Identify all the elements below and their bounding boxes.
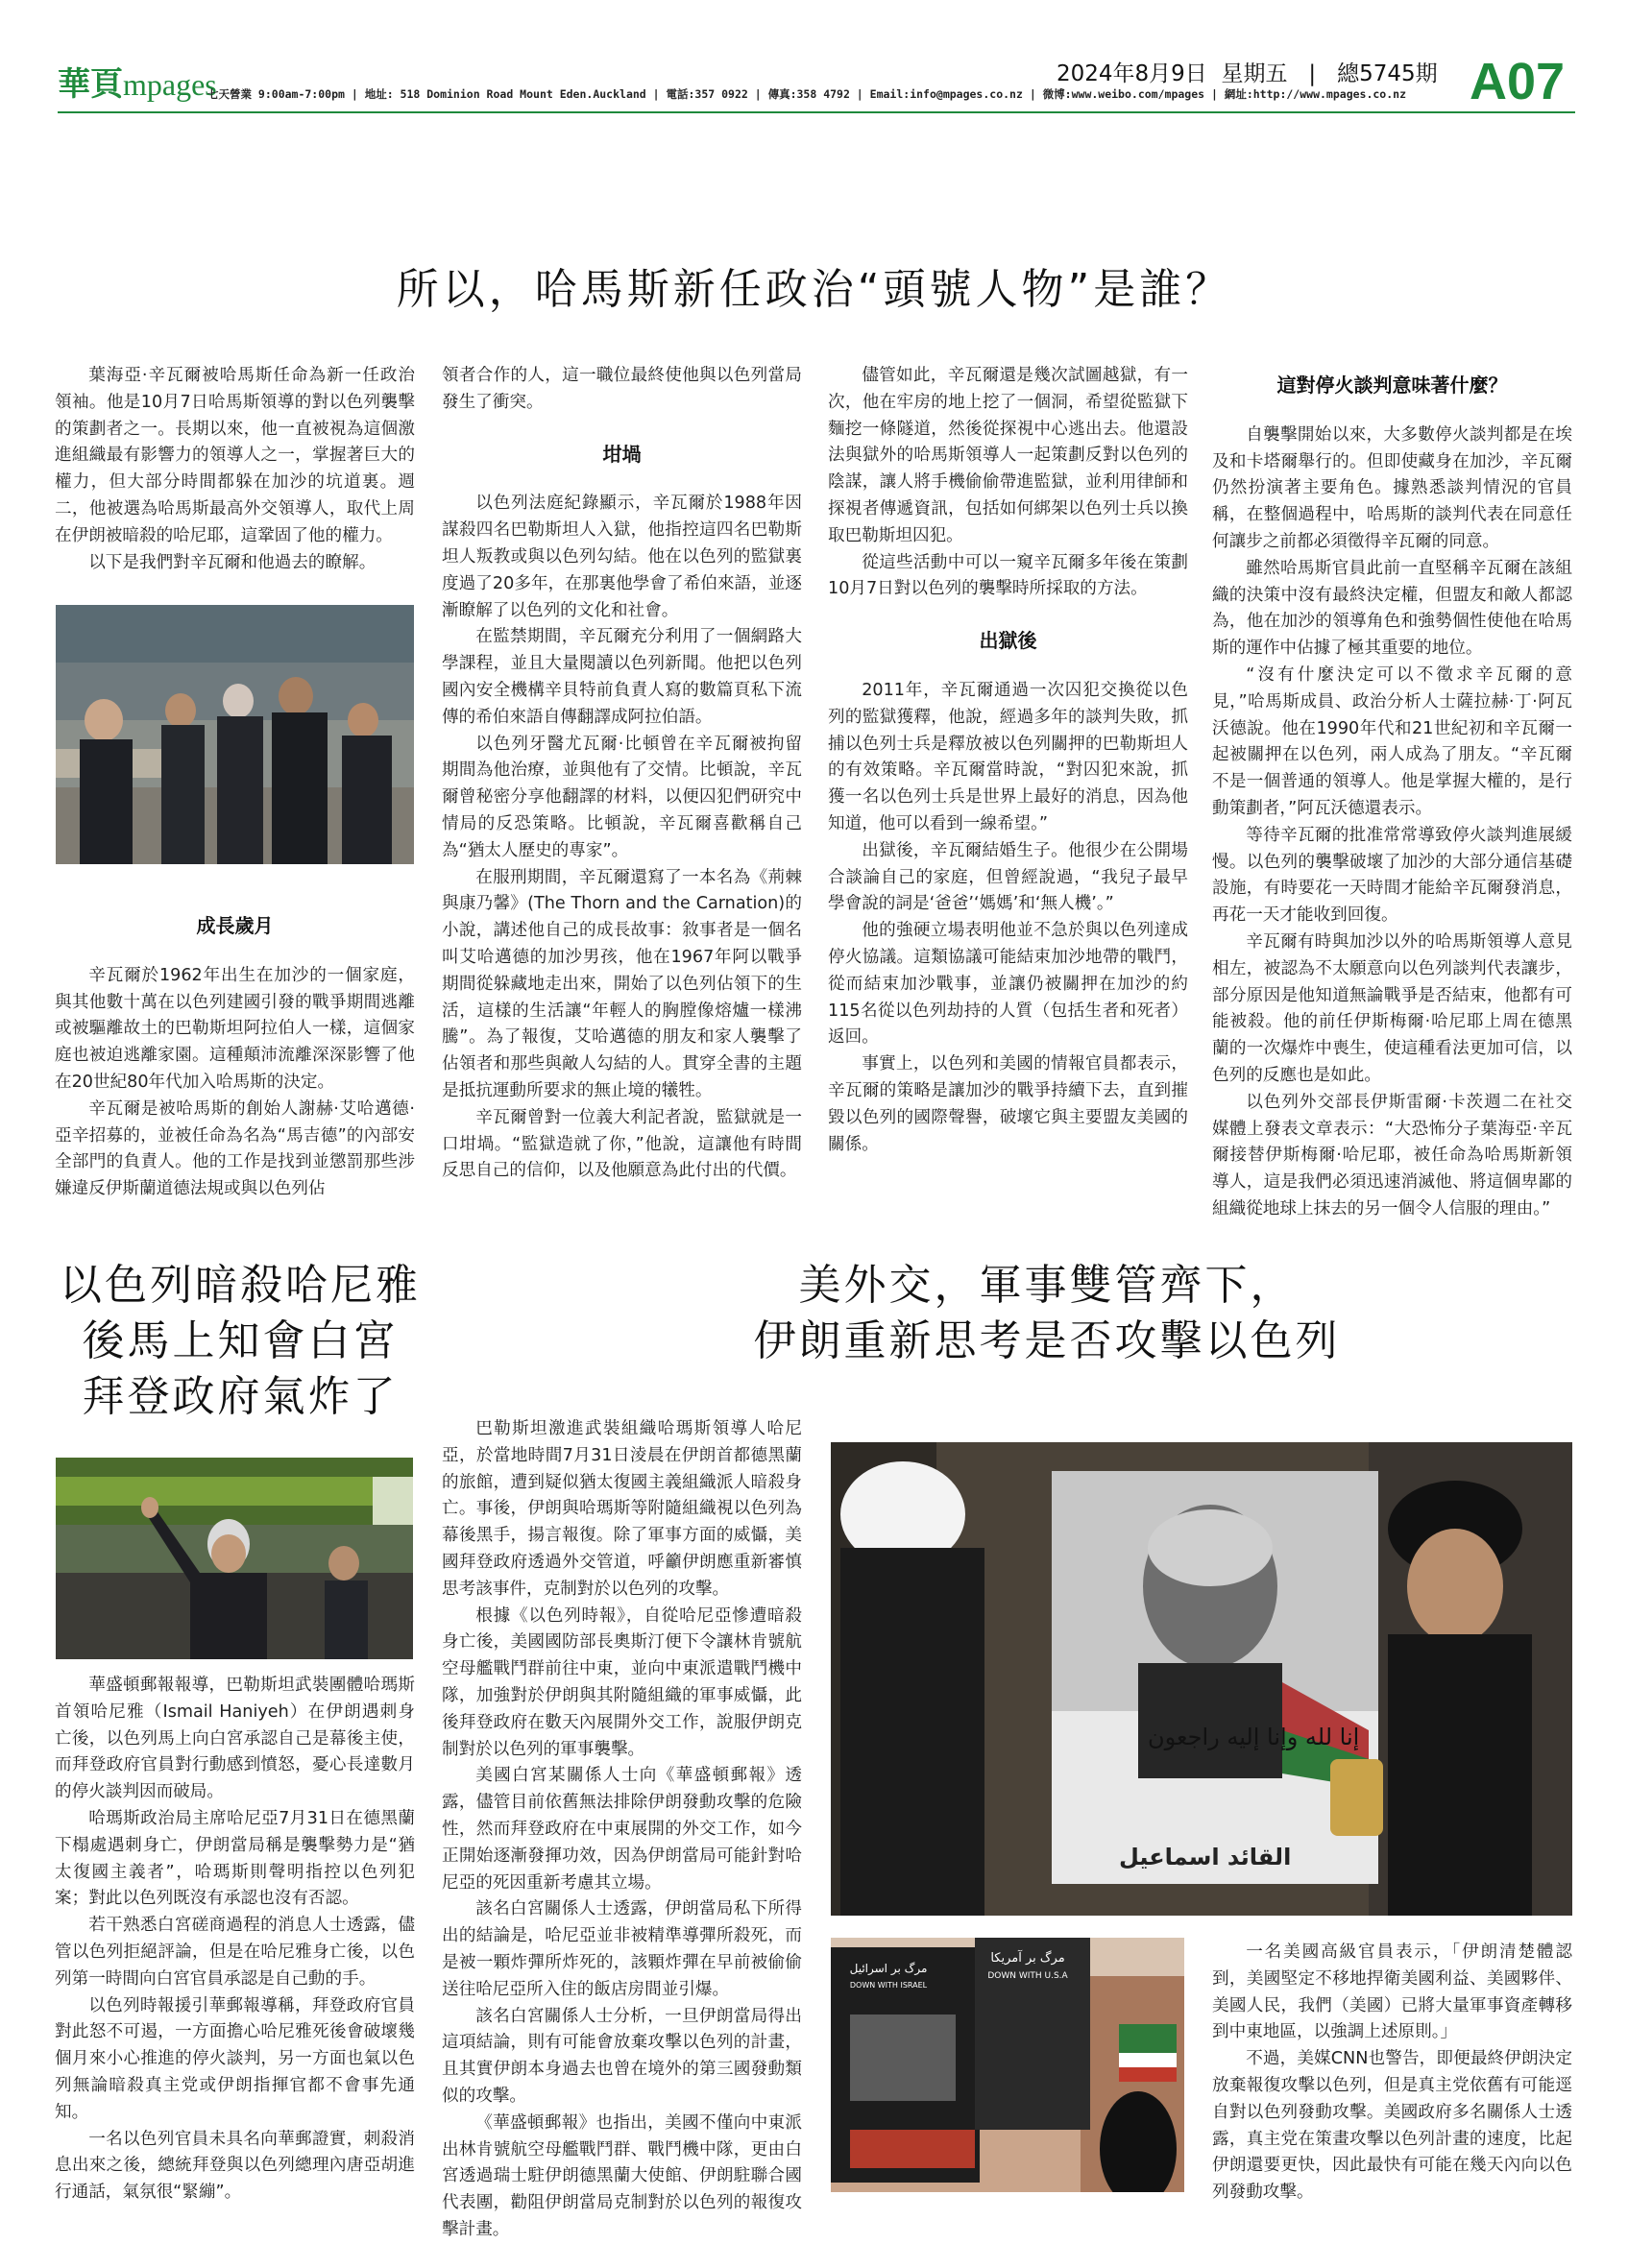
article2-body: 華盛頓郵報報導，巴勒斯坦武裝團體哈瑪斯首領哈尼雅（Ismail Haniyeh）在伊朗遇刺身亡後，以色列馬上向白宮承認自己是幕後主使，而拜登政府官員對行動感到憤怒，憂心長達數月的停火談判因而破局。 哈瑪斯政治局主席哈尼亞7月31日在德黑蘭下榻處遇刺身亡，伊朗當局稱是襲擊勢力是“猶太復國主義者”，哈瑪斯則聲明指控以色列犯案；對此以色列既沒有承認也沒有否認。 若干熟悉白宮磋商過程的消息人士透露，儘管以色列拒絕評論，但是在哈尼雅身亡後，以色列第一時間向白宮官員承認是自己動的手。 以色列時報援引華郵報導稱，拜登政府官員對此怒不可遏，一方面擔心哈尼雅死後會破壞幾個月來小心推進的停火談判，另一方面也氣以色列無論暗殺真主党或伊朗指揮官都不會事先通知。 一名以色列官員未具名向華郵證實，刺殺消息出來之後，總統拜登與以色列總理內唐亞胡進行通話，氣氛很“緊繃”。	[55, 1676, 415, 2203]
article3-col-right: 一名美國高級官員表示，「伊朗清楚體認到，美國堅定不移地捍衛美國利益、美國夥伴、美國人民，我們（美國）已將大量軍事資產轉移到中東地區，以強調上述原則。」 不過，美媒CNN也警告，即便最終伊朗決定放棄報復攻擊以色列，但是真主党依舊有可能逕自對以色列發動攻擊。美國政府多名關係人士透露，真主党在策畫攻擊以色列計畫的速度，比起伊朗還要更快，因此最快有可能在幾天內向以色列發動攻擊。	[1212, 1942, 1572, 2203]
sign-text-israel: مرگ بر اسرائیل	[849, 1962, 928, 1975]
header-rule	[58, 111, 1575, 113]
subhead-growth: 成長歲月	[196, 914, 274, 937]
article1-col1-top: 葉海亞·辛瓦爾被哈馬斯任命為新一任政治領袖。他是10月7日哈馬斯領導的對以色列襲擊的策劃者之一。長期以來，他一直被視為這個激進組織最有影響力的領導人之一，掌握著巨大的權力，但大部分時間都躲在加沙的坑道裏。週二，他被選為哈馬斯最高外交領導人，取代上周在伊朗被暗殺的哈尼耶，這鞏固了他的權力。 以下是我們對辛瓦爾和他過去的瞭解。	[55, 366, 415, 572]
subhead-prison: 坩堝	[602, 442, 642, 466]
article3-title: 美外交，軍事雙管齊下， 伊朗重新思考是否攻擊以色列	[753, 1261, 1341, 1365]
poster-caption: القائد اسماعيل	[1119, 1844, 1292, 1870]
article1-title: 所以，哈馬斯新任政治“頭號人物”是誰？	[396, 265, 1232, 314]
subhead-release: 出獄後	[979, 629, 1037, 653]
mourning-poster-photo	[831, 1442, 1572, 1916]
sign-text-usa: مرگ بر آمریکا	[990, 1951, 1065, 1966]
masthead-logo: 華頁mpages	[58, 65, 217, 104]
article1-col3: 儘管如此，辛瓦爾還是幾次試圖越獄，有一次，他在牢房的地上挖了一個洞，希望從監獄下麵挖一條隧道，然後從探視中心逃出去。他還設法與獄外的哈馬斯領導人一起策劃反對以色列的陰謀，讓人將手機偷偷帶進監獄，並利用律師和探視者傳遞資訊，包括如何綁架以色列士兵以換取巴勒斯坦囚犯。 從這些活動中可以一窺辛瓦爾多年後在策劃10月7日對以色列的襲擊時所採取的方法。 出獄後 2011年，辛瓦爾通過一次囚犯交換從以色列的監獄獲釋，他說，經過多年的談判失敗，抓捕以色列士兵是釋放被以色列關押的巴勒斯坦人的有效策略。辛瓦爾當時說，“對囚犯來說，抓獲一名以色列士兵是世界上最好的消息，因為他知道，他可以看到一線希望。” 出獄後，辛瓦爾結婚生子。他很少在公開場合談論自己的家庭，但曾經說過，“我兒子最早學會說的詞是‘爸爸’‘媽媽’和‘無人機’。” 他的強硬立場表明他並不急於與以色列達成停火協議。這類協議可能結束加沙地帶的戰鬥，從而結束加沙戰事，並讓仍被關押在加沙的約115名從以色列劫持的人質（包括生者和死者）返回。 事實上，以色列和美國的情報官員都表示，辛瓦爾的策略是讓加沙的戰爭持續下去，直到摧毀以色列的國際聲譽，破壞它與主要盟友美國的關係。	[828, 366, 1188, 1154]
article3-col1: 巴勒斯坦激進武裝組織哈瑪斯領導人哈尼亞，於當地時間7月31日淩晨在伊朗首都德黑蘭的旅館，遭到疑似猶太復國主義組織派人暗殺身亡。事後，伊朗與哈瑪斯等附隨組織視以色列為幕後黑手，揚言報復。除了軍事方面的威懾，美國拜登政府透過外交管道，呼籲伊朗應重新審慎思考該事件，克制對於以色列的攻擊。 根據《以色列時報》，自從哈尼亞慘遭暗殺身亡後，美國國防部長奧斯汀便下令讓林肯號航空母艦戰鬥群前往中東，並向中東派遣戰鬥機中隊，加強對於伊朗與其附隨組織的軍事威懾，此後拜登政府在數天內展開外交工作，說服伊朗克制對於以色列的軍事襲擊。 美國白宮某關係人士向《華盛頓郵報》透露，儘管目前依舊無法排除伊朗發動攻擊的危險性，然而拜登政府在中東展開的外交工作，如今正開始逐漸發揮功效，因為伊朗當局可能針對哈尼亞的死因重新考慮其立場。 該名白宮關係人士透露，伊朗當局私下所得出的結論是，哈尼亞並非被精準導彈所殺死，而是被一顆炸彈所炸死的，該顆炸彈在早前被偷偷送往哈尼亞所入住的飯店房間並引爆。 該名白宮關係人士分析，一旦伊朗當局得出這項結論，則有可能會放棄攻擊以色列的計畫，且其實伊朗本身過去也曾在境外的第三國發動類似的攻擊。 《華盛頓郵報》也指出，美國不僅向中東派出林肯號航空母艦戰鬥群、戰鬥機中隊，更由白宮透過瑞士駐伊朗德黑蘭大使館、伊朗駐聯合國代表團，勸阻伊朗當局克制對於以色列的報復攻擊計畫。	[442, 1419, 802, 2239]
contact-line: 七天營業 9:00am-7:00pm | 地址: 518 Dominion Road Mount Eden.Auckland | 電話:357 0922 | 傳真:358 4792 | Email:info@mpages.co.nz | 微博:www.weibo.com/mpages | 網址:http://www.mpages.co.nz	[207, 87, 1407, 101]
page-header	[58, 53, 1575, 110]
sign-text-israel-en: DOWN WITH ISRAEL	[849, 1981, 928, 1990]
protest-sign-photo	[831, 1938, 1184, 2192]
article1-col1-bottom: 成長歲月 辛瓦爾於1962年出生在加沙的一個家庭，與其他數十萬在以色列建國引發的戰爭期間逃離或被驅離故土的巴勒斯坦阿拉伯人一樣，這個家庭也被迫逃離家園。這種顛沛流離深深影響了他在20世紀80年代加入哈馬斯的決定。 辛瓦爾是被哈馬斯的創始人謝赫·艾哈邁德·亞辛招募的，並被任命為名為“馬吉德”的內部安全部門的負責人。他的工作是找到並懲罰那些涉嫌違反伊斯蘭道德法規或與以色列佔	[55, 914, 415, 1199]
sign-text-usa-en: DOWN WITH U.S.A	[987, 1971, 1068, 1981]
article2-title: 以色列暗殺哈尼雅 後馬上知會白宮 拜登政府氣炸了	[60, 1261, 421, 1421]
haniyeh-photo	[56, 1458, 413, 1659]
poster-script: إنا لله وإنا إليه راجعون	[1148, 1724, 1360, 1750]
page-number: A07	[1470, 53, 1566, 110]
dateline: 2024年8月9日 星期五 | 總5745期	[1057, 61, 1438, 86]
subhead-ceasefire: 這對停火談判意味著什麼？	[1276, 374, 1508, 397]
article1-col2: 領者合作的人，這一職位最終使他與以色列當局發生了衝突。 坩堝 以色列法庭紀錄顯示，辛瓦爾於1988年因謀殺四名巴勒斯坦人入獄，他指控這四名巴勒斯坦人叛教或與以色列勾結。他在以色列的監獄裏度過了20多年，在那裏他學會了希伯來語，並逐漸瞭解了以色列的文化和社會。 在監禁期間，辛瓦爾充分利用了一個網路大學課程，並且大量閱讀以色列新聞。他把以色列國內安全機構辛貝特前負責人寫的數篇頁私下流傳的希伯來語自傳翻譯成阿拉伯語。 以色列牙醫尤瓦爾·比頓曾在辛瓦爾被拘留期間為他治療，並與他有了交情。比頓說，辛瓦爾曾秘密分享他翻譯的材料，以便囚犯們研究中情局的反恐策略。比頓說，辛瓦爾喜歡稱自己為“猶太人歷史的專家”。 在服刑期間，辛瓦爾還寫了一本名為《荊棘與康乃馨》(The Thorn and the Carnation)的小說，講述他自己的成長故事：敘事者是一個名叫艾哈邁德的加沙男孩，他在1967年阿以戰爭期間從躲藏地走出來，開始了以色列佔領下的生活，這樣的生活讓“年輕人的胸膛像熔爐一樣沸騰”。為了報復，艾哈邁德的朋友和家人襲擊了佔領者和那些與敵人勾結的人。貫穿全書的主題是抵抗運動所要求的無止境的犧牲。 辛瓦爾曾對一位義大利記者說，監獄就是一口坩堝。“監獄造就了你，”他說，這讓他有時間反思自己的信仰，以及他願意為此付出的代價。	[442, 366, 802, 1181]
sinwar-photo	[56, 605, 414, 864]
article1-col4: 這對停火談判意味著什麼？ 自襲擊開始以來，大多數停火談判都是在埃及和卡塔爾舉行的。但即使藏身在加沙，辛瓦爾仍然扮演著主要角色。據熟悉談判情況的官員稱，在整個過程中，哈馬斯的談判代表在同意任何讓步之前都必須徵得辛瓦爾的同意。 雖然哈馬斯官員此前一直堅稱辛瓦爾在該組織的決策中沒有最終決定權，但盟友和敵人都認為，他在加沙的領導角色和強勢個性使他在哈馬斯的運作中佔據了極其重要的地位。 “沒有什麼決定可以不徵求辛瓦爾的意見，”哈馬斯成員、政治分析人士薩拉赫·丁·阿瓦沃德說。他在1990年代和21世紀初和辛瓦爾一起被關押在以色列，兩人成為了朋友。“辛瓦爾不是一個普通的領導人。他是掌握大權的，是行動策劃者，”阿瓦沃德還表示。 等待辛瓦爾的批准常常導致停火談判進展緩慢。以色列的襲擊破壞了加沙的大部分通信基礎設施，有時要花一天時間才能給辛瓦爾發消息，再花一天才能收到回復。 辛瓦爾有時與加沙以外的哈馬斯領導人意見相左，被認為不太願意向以色列談判代表讓步，部分原因是他知道無論戰爭是否結束，他都有可能被殺。他的前任伊斯梅爾·哈尼耶上周在德黑蘭的一次爆炸中喪生，使這種看法更加可信，以色列的反應也是如此。 以色列外交部長伊斯雷爾·卡茨週二在社交媒體上發表文章表示：“大恐怖分子葉海亞·辛瓦爾接替伊斯梅爾·哈尼耶，被任命為哈馬斯新領導人，這是我們必須迅速消滅他、將這個卑鄙的組織從地球上抹去的另一個令人信服的理由。”	[1212, 374, 1572, 1218]
